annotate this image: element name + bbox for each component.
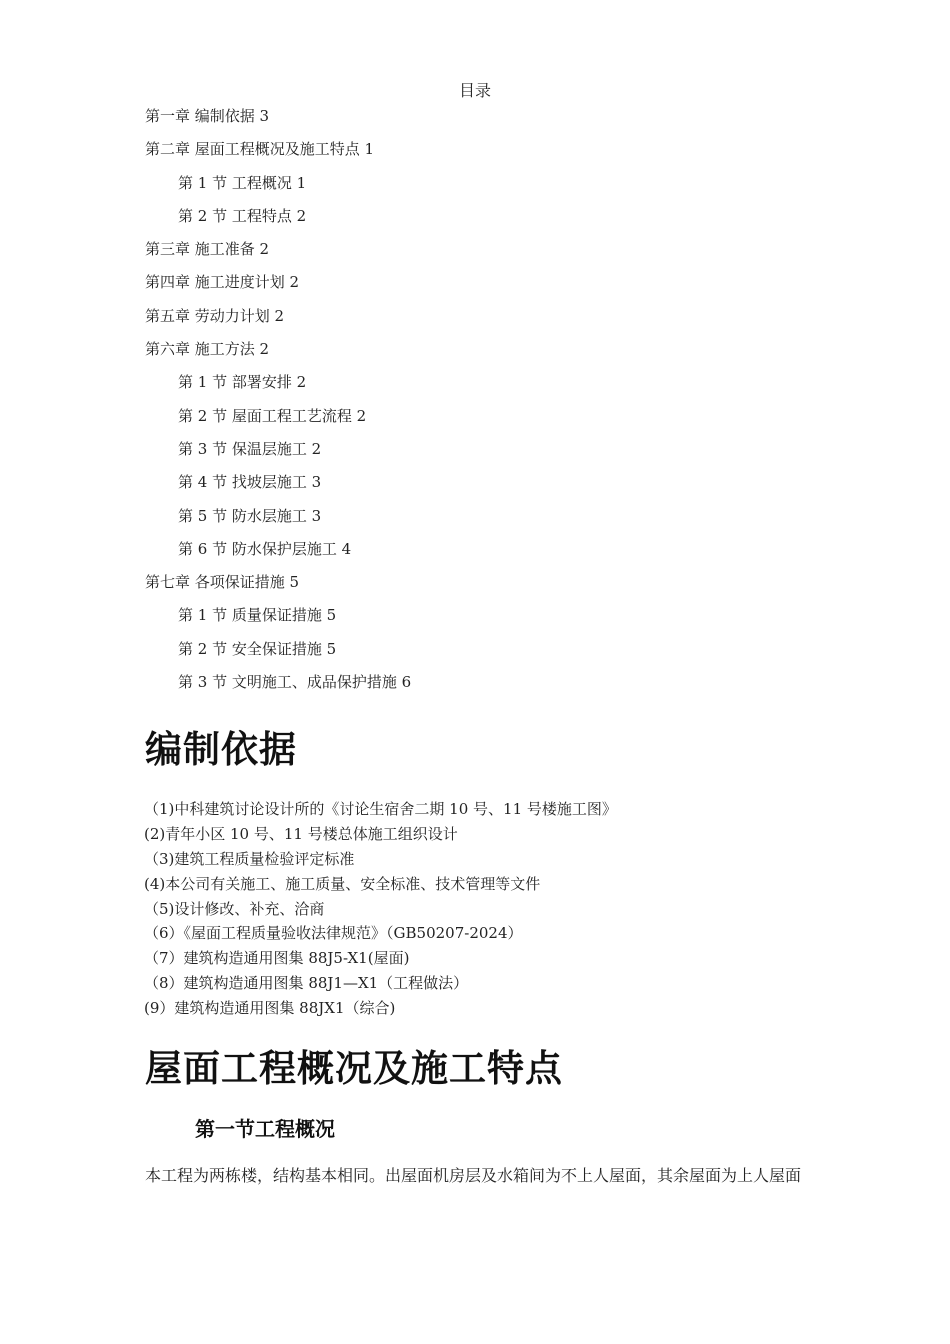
table-of-contents [145,105,845,704]
toc-entry[interactable]: 第 4 节 找坡层施工 3 [178,473,322,492]
section-heading-overview: 屋面工程概况及施工特点 [145,1047,563,1090]
reference-item: （5)设计修改、补充、洽商 [144,899,325,918]
reference-list [144,797,844,1021]
toc-title: 目录 [458,81,491,100]
subsection-heading: 第一节工程概况 [195,1117,335,1141]
toc-entry[interactable]: 第 3 节 保温层施工 2 [178,439,322,458]
reference-item: （7）建筑构造通用图集 88J5-X1(屋面) [144,949,410,968]
toc-entry[interactable]: 第 2 节 工程特点 2 [178,206,307,225]
toc-entry[interactable]: 第六章 施工方法 2 [145,340,270,359]
reference-item: (9）建筑构造通用图集 88JX1（综合) [144,999,396,1018]
reference-item: （3)建筑工程质量检验评定标准 [144,849,355,868]
reference-item: （1)中科建筑讨论设计所的《讨论生宿舍二期 10 号、11 号楼施工图》 [144,800,617,818]
toc-entry[interactable]: 第 3 节 文明施工、成品保护措施 6 [178,673,412,692]
toc-entry[interactable]: 第四章 施工进度计划 2 [145,273,300,292]
toc-entry[interactable]: 第 1 节 部署安排 2 [178,373,307,392]
toc-entry[interactable]: 第七章 各项保证措施 5 [145,573,300,592]
toc-entry[interactable]: 第一章 编制依据 3 [145,107,270,125]
section-heading-basis: 编制依据 [145,728,297,771]
toc-entry[interactable]: 第 2 节 屋面工程工艺流程 2 [178,406,367,425]
toc-entry[interactable]: 第 1 节 工程概况 1 [178,173,307,192]
body-paragraph: 本工程为两栋楼，结构基本相同。出屋面机房层及水箱间为不上人屋面，其余屋面为上人屋面 [145,1166,802,1185]
reference-item: (4)本公司有关施工、施工质量、安全标准、技术管理等文件 [144,874,541,893]
toc-entry[interactable]: 第 1 节 质量保证措施 5 [178,606,337,625]
reference-item: （6）《屋面工程质量验收法律规范》（GB50207-2024） [144,924,523,943]
toc-entry[interactable]: 第 6 节 防水保护层施工 4 [178,539,352,558]
toc-entry[interactable]: 第二章 屋面工程概况及施工特点 1 [145,140,375,159]
reference-item: (2)青年小区 10 号、11 号楼总体施工组织设计 [144,824,458,843]
toc-entry[interactable]: 第 5 节 防水层施工 3 [178,506,322,525]
toc-entry[interactable]: 第五章 劳动力计划 2 [145,306,285,325]
toc-entry[interactable]: 第三章 施工准备 2 [145,240,270,259]
toc-entry[interactable]: 第 2 节 安全保证措施 5 [178,639,337,658]
reference-item: （8）建筑构造通用图集 88J1—X1（工程做法） [144,974,469,993]
